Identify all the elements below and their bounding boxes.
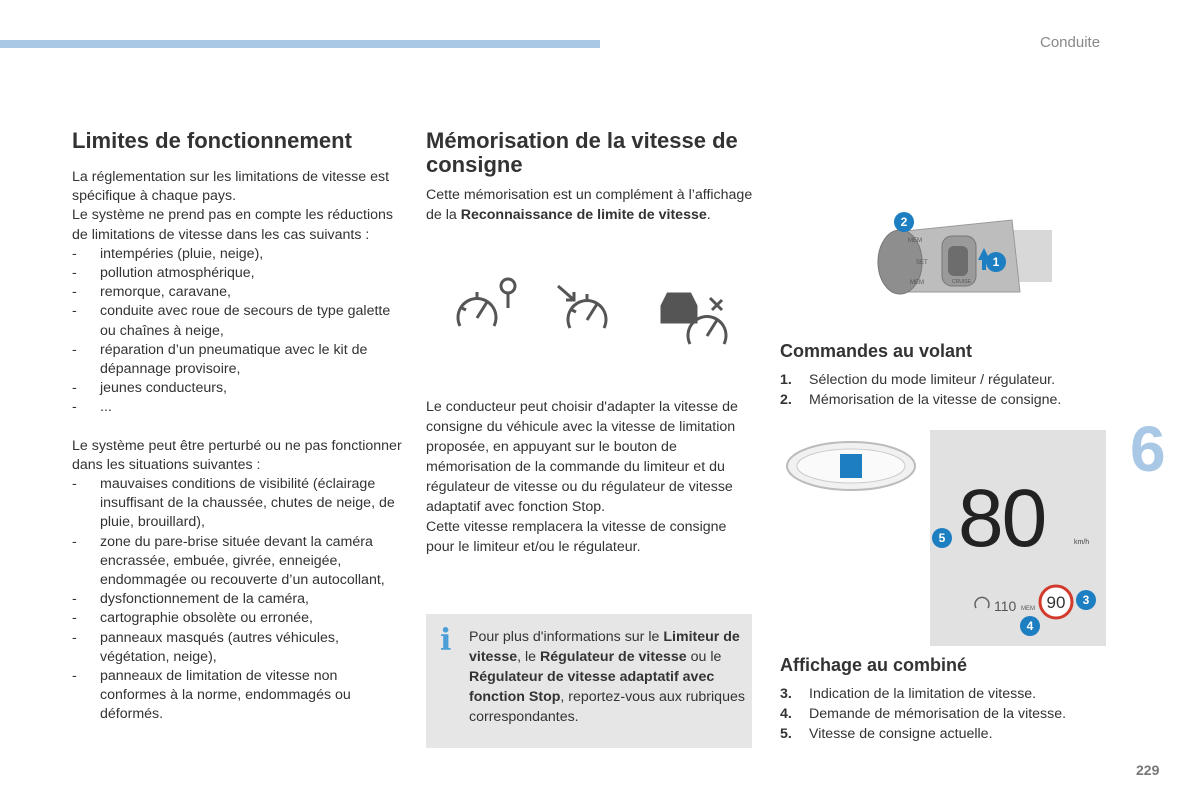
memorize-button-highlight — [840, 454, 862, 478]
list-item: - zone du pare-brise située devant la caméra encrassée, embuée, givrée, enneigée, endommagée ou recouverte d’un autocollant, — [72, 533, 402, 591]
set-speed-value: 80 — [958, 473, 1046, 564]
speedometer-sign-icon — [458, 279, 515, 326]
list-item: - pollution atmosphérique, — [72, 264, 402, 283]
chapter-number: 6 — [1130, 413, 1166, 485]
list-item: - jeunes conducteurs, — [72, 379, 402, 398]
instrument-cluster-illustration — [784, 430, 1108, 646]
list-item: - dysfonctionnement de la caméra, — [72, 590, 402, 609]
limits-title: Limites de fonctionnement — [72, 128, 352, 153]
speed-pictograms — [450, 270, 740, 354]
item-text: Indication de la limitation de vitesse. — [809, 686, 1037, 702]
list-item: - ... — [72, 398, 402, 417]
speedometer-memorize-icon — [558, 286, 606, 328]
bold-run: Régulateur de vitesse adaptatif avec fonction Stop — [469, 669, 715, 705]
callout-number: 3 — [1082, 593, 1090, 607]
speed-limit-small: 110 — [994, 598, 1017, 614]
header-bar — [0, 40, 600, 48]
column-controls — [780, 340, 1110, 410]
speed-limit-sign-value: 90 — [1046, 593, 1066, 612]
list-item: - mauvaises conditions de visibilité (éclairage insuffisant de la chaussée, chutes de neige, de pluie, brouillard), — [72, 475, 402, 533]
limits-intro-2: Le système ne prend pas en compte les réductions de limitations de vitesse dans les cas suivants : — [72, 207, 393, 243]
item-number: 1. — [780, 372, 792, 388]
limits-list-1 — [72, 245, 402, 418]
memorisation-para-3: Cette vitesse remplacera la vitesse de consigne pour le limiteur et/ou le régulateur. — [426, 519, 727, 555]
limits-intro-1: La réglementation sur les limitations de vitesse est spécifique à chaque pays. — [72, 169, 390, 205]
item-number: 5. — [780, 726, 792, 742]
text-run: . — [706, 207, 711, 223]
callout-number: 2 — [900, 215, 908, 229]
text-run: Cette mémorisation est un complément à l’affichage de la — [426, 187, 753, 223]
bold-run: Régulateur de vitesse — [540, 649, 687, 665]
list-item — [780, 390, 1110, 410]
controls-title: Commandes au volant — [780, 341, 973, 361]
stalk-label-mem: MEM — [910, 280, 924, 286]
item-number: 4. — [780, 706, 792, 722]
list-item: - panneaux de limitation de vitesse non conformes à la norme, endommagés ou déformés. — [72, 667, 402, 725]
column-memorisation — [426, 129, 754, 225]
controls-list — [780, 370, 1110, 410]
item-text: Demande de mémorisation de la vitesse. — [809, 706, 1067, 722]
column-limits — [72, 129, 402, 725]
list-item: - remorque, caravane, — [72, 283, 402, 302]
stalk-label-mem: MEM — [908, 238, 922, 244]
list-item — [780, 724, 1110, 744]
bold-run: Limiteur de vitesse — [469, 629, 740, 665]
info-box — [426, 614, 752, 748]
list-item: - cartographie obsolète ou erronée, — [72, 609, 402, 628]
item-text: Sélection du mode limiteur / régulateur. — [809, 372, 1056, 388]
list-item: - intempéries (pluie, neige), — [72, 245, 402, 264]
text-run: Pour plus d'informations sur le — [469, 629, 664, 645]
cluster-list — [780, 684, 1110, 744]
text-run: , reportez-vous aux rubriques correspondantes. — [469, 689, 745, 725]
cluster-title: Affichage au combiné — [780, 655, 968, 675]
stalk-label-cruise: CRUISE — [952, 279, 971, 285]
list-item: - conduite avec roue de secours de type galette ou chaînes à neige, — [72, 302, 402, 340]
list-item: - réparation d’un pneumatique avec le kit de dépannage provisoire, — [72, 341, 402, 379]
item-text: Vitesse de consigne actuelle. — [809, 726, 993, 742]
text-run: ou le — [686, 649, 722, 665]
item-text: Mémorisation de la vitesse de consigne. — [809, 392, 1062, 408]
list-item — [780, 370, 1110, 390]
item-number: 2. — [780, 392, 792, 408]
memorisation-para-2: Le conducteur peut choisir d'adapter la vitesse de consigne du véhicule avec la vitesse de limitation proposée, en appuyant sur le bouton de mémorisation de la commande du limiteur et du régulateur de vitesse ou du régulateur de vitesse adaptatif avec fonction Stop. — [426, 399, 738, 515]
info-text — [469, 627, 745, 727]
callout-number: 4 — [1026, 619, 1034, 633]
callout-number: 5 — [938, 531, 946, 545]
list-item: - panneaux masqués (autres véhicules, végétation, neige), — [72, 629, 402, 667]
info-icon: i — [440, 623, 452, 658]
memorisation-para-1 — [426, 185, 754, 225]
column-cluster — [780, 654, 1110, 744]
item-number: 3. — [780, 686, 792, 702]
cluster-mem-label: MEM — [1021, 606, 1035, 612]
callout-number: 1 — [992, 255, 1000, 269]
limits-para-2: Le système peut être perturbé ou ne pas fonctionner dans les situations suivantes : — [72, 437, 402, 473]
list-item — [780, 704, 1110, 724]
limits-list-2 — [72, 475, 402, 725]
column-memorisation-body — [426, 397, 754, 557]
bold-run: Reconnaissance de limite de vitesse — [460, 207, 707, 223]
section-label: Conduite — [1040, 34, 1101, 51]
page-number: 229 — [1136, 762, 1160, 778]
adaptive-cruise-icon — [662, 294, 726, 344]
list-item — [780, 684, 1110, 704]
cruise-control-stalk-illustration — [872, 210, 1052, 310]
speed-unit: km/h — [1074, 539, 1090, 546]
memorisation-title: Mémorisation de la vitesse de consigne — [426, 128, 738, 177]
text-run: , le — [517, 649, 540, 665]
stalk-label-set: SET — [916, 260, 928, 266]
